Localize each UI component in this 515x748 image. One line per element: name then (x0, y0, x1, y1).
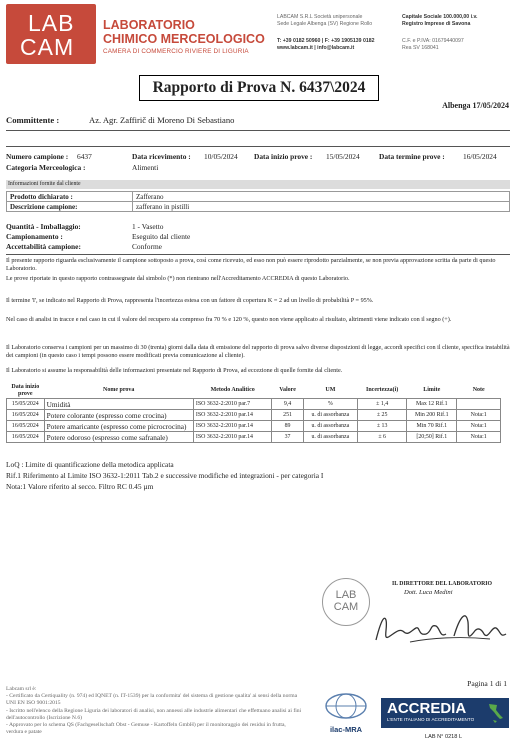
col-name: Nome prova (103, 387, 135, 394)
cell-date: 16/05/2024 (7, 421, 45, 432)
stamp-line-2: CAM (333, 601, 359, 613)
director-name: Dott. Luca Medini (404, 589, 453, 596)
company-line-1: LABCAM S.R.L Società unipersonale (277, 14, 363, 20)
client-label: Committente : (6, 115, 60, 125)
client-info-header: Informazioni fornite dal cliente (6, 180, 510, 189)
logo-line-1: LAB (28, 10, 75, 36)
capital-line-1: Capitale Sociale 100.000,00 i.v. (402, 14, 478, 20)
cell-value: 9,4 (272, 399, 303, 410)
cell-um: % (303, 399, 357, 410)
cell-date: 15/05/2024 (7, 399, 45, 410)
cert-2: - Iscritto nell'elenco della Regione Liguria dei laboratori di analisi, non annessi alle industrie alimentari che effettuano analisi ai fini dell'autocontrollo (Iscrizione N.6) (6, 707, 302, 721)
ilac-label: ilac-MRA (329, 725, 363, 734)
fiscal-line-1: C.F. e P.IVA: 01679440097 (402, 38, 464, 45)
received-label: Data ricevimento : (132, 152, 191, 161)
labcam-logo (6, 4, 96, 64)
ilac-globe-icon (322, 692, 370, 720)
lab-name-1: LABORATORIO (103, 18, 195, 32)
table-row (7, 399, 501, 410)
table-row (7, 410, 501, 421)
divider (6, 130, 510, 131)
col-uncertainty: Incertezza(i) (365, 387, 399, 394)
col-value: Valore (279, 387, 296, 394)
sampling-label: Campionamento : (6, 232, 63, 241)
client-info-label: Descrizione campione: (7, 202, 133, 212)
cell-limit: Min 70 Rif.1 (407, 421, 457, 432)
cell-value: 89 (272, 421, 303, 432)
cell-note: Nota:1 (457, 432, 501, 443)
disclaimer-3: Il termine 'I', se indicato nel Rapporto di Prova, rappresenta l'incertezza estesa con un fattore di copertura K = 2 ad un livello di probabilità P = 95%. (6, 297, 374, 304)
cert-heading: Labcam srl è: (6, 686, 37, 692)
lab-stamp (322, 578, 370, 626)
results-header-row (7, 383, 501, 399)
acceptability-value: Conforme (132, 242, 162, 251)
cell-name: Potere colorante (espresso come crocina) (44, 410, 193, 421)
table-row (7, 432, 501, 443)
disclaimer-2: Le prove riportate in questo rapporto contrassegnate dal simbolo (*) non rientrano nell'Accreditamento ACCREDIA di questo Laboratorio. (6, 275, 350, 282)
value-note: Nota:1 Valore riferito al secco. Filtro RC 0.45 µm (6, 482, 154, 491)
cell-method: ISO 3632-2:2010 par.14 (193, 410, 272, 421)
category-value: Alimenti (132, 163, 159, 172)
cell-um: u. di assorbanza (303, 421, 357, 432)
loq-note: LoQ : Limite di quantificazione della metodica applicata (6, 460, 174, 469)
cell-date: 16/05/2024 (7, 432, 45, 443)
accredia-sub: L'ENTE ITALIANO DI ACCREDITAMENTO (387, 717, 475, 722)
col-method: Metodo Analitico (210, 387, 255, 394)
client-info-row (7, 202, 510, 212)
acceptability-label: Accettabilità campione: (6, 242, 81, 251)
cell-name: Umidità (44, 399, 193, 410)
page-number: Pagina 1 di 1 (467, 679, 507, 688)
cert-3: - Approvato per lo schema QS (Fachgesellschaft Obst - Gemuse - Kartoffeln GmbH) per il monitoraggio dei residui in frutta, verdura e patate (6, 722, 286, 736)
accredia-lab-number: LAB N° 0218 L (425, 734, 463, 740)
disclaimer-1: Il presente rapporto riguarda esclusivamente il campione sottoposto a prova, così come ricevuto, ed esso non può essere riprodotto parzialmente, se non previa approvazione scritta da parte di questo Laboratorio. (6, 257, 496, 272)
divider (6, 254, 510, 255)
cell-note: Nota:1 (457, 410, 501, 421)
divider (6, 146, 510, 147)
quantity-value: 1 - Vasetto (132, 222, 164, 231)
end-value: 16/05/2024 (463, 152, 497, 161)
cell-uncertainty: ± 6 (358, 432, 407, 443)
director-title: IL DIRETTORE DEL LABORATORIO (392, 581, 493, 587)
fiscal-line-2: Rea SV 168041 (402, 44, 439, 51)
cell-limit: [20;50] Rif.1 (407, 432, 457, 443)
logo-line-2: CAM (20, 34, 75, 60)
company-info (277, 14, 407, 51)
disclaimer-4: Nel caso di analisi in tracce e nel caso in cui il valore del recupero sia compreso fra 70 % e 120 %, questo non viene applicato al risultato, altrimenti viene indicato con il segno (+). (6, 316, 452, 323)
start-label: Data inizio prove : (254, 152, 313, 161)
cell-method: ISO 3632-2:2010 par.14 (193, 421, 272, 432)
cell-date: 16/05/2024 (7, 410, 45, 421)
accredia-logo (381, 698, 509, 728)
col-date: Data inizio prove (11, 384, 40, 397)
disclaimer-6: Il Laboratorio si assume la responsabilità delle informazioni presentate nel Rapporto di Prova, ad eccezione di quelle fornite dal cliente. (6, 367, 343, 374)
disclaimer-5: Il Laboratorio conserva i campioni per un massimo di 30 (trenta) giorni dalla data di emissione del rapporto di prova salvo diverse disposizioni di legge, accordi specifici con il cliente, specifica instabilità dei campioni (in questo caso i tempi possono essere modificati previa comunicazione al cliente). (6, 344, 510, 359)
accredia-label: ACCREDIA (387, 700, 467, 717)
cert-1: - Certificato da Certiquality (n. 974) ed IQNET (n. IT-1539) per la conformita' del sistema di gestione qualita' ai sensi della norma UNI EN ISO 9001:2015 (6, 693, 298, 707)
ilac-logo (322, 692, 370, 732)
cell-um: u. di assorbanza (303, 432, 357, 443)
lab-tagline: CAMERA DI COMMERCIO RIVIERE DI LIGURIA (103, 48, 249, 55)
client-info-row (7, 192, 510, 202)
report-title: Rapporto di Prova N. 6437\2024 (139, 75, 379, 101)
end-label: Data termine prove : (379, 152, 445, 161)
place-date: Albenga 17/05/2024 (442, 101, 509, 110)
cell-value: 251 (272, 410, 303, 421)
capital-line-2: Registro Imprese di Savona (402, 20, 471, 27)
cell-method: ISO 3632-2:2010 par.14 (193, 432, 272, 443)
cell-note (457, 399, 501, 410)
client-value: Az. Agr. Zaffirič di Moreno Di Sebastiano (89, 115, 235, 125)
reference-note: Rif.1 Riferimento al Limite ISO 3632-1:2011 Tab.2 e successive modifiche ed integrazioni - per categoria I (6, 471, 324, 480)
certifications (6, 686, 304, 736)
cell-uncertainty: ± 13 (358, 421, 407, 432)
italy-map-icon (485, 702, 505, 724)
cell-name: Potere amaricante (espresso come picrocrocina) (44, 421, 193, 432)
col-limit: Limite (423, 387, 441, 394)
lab-name-2: CHIMICO MERCEOLOGICO (103, 32, 265, 46)
contacts-line-1: T: +39 0182 50960 | F: +39 1905139 0182 (277, 38, 375, 45)
sampling-value: Eseguito dal cliente (132, 232, 191, 241)
col-um: UM (325, 387, 336, 394)
cell-uncertainty: ± 25 (358, 410, 407, 421)
company-line-2: Sede Legale Albenga (SV) Regione Rollo (277, 20, 373, 27)
received-value: 10/05/2024 (204, 152, 238, 161)
category-label: Categoria Merceologica : (6, 163, 86, 172)
cell-uncertainty: ± 1,4 (358, 399, 407, 410)
cell-note: Nota:1 (457, 421, 501, 432)
cell-limit: Max 12 Rif.1 (407, 399, 457, 410)
client-info-table (6, 191, 510, 212)
sample-number-value: 6437 (77, 152, 92, 161)
cell-value: 37 (272, 432, 303, 443)
start-value: 15/05/2024 (326, 152, 360, 161)
quantity-label: Quantità - Imballaggio: (6, 222, 81, 231)
col-note: Note (472, 387, 485, 394)
registry-info (402, 14, 510, 51)
cell-method: ISO 3632-2:2010 par.7 (193, 399, 272, 410)
cell-um: u. di assorbanza (303, 410, 357, 421)
cell-limit: Min 200 Rif.1 (407, 410, 457, 421)
client-info-label: Prodotto dichiarato : (7, 192, 133, 202)
table-row (7, 421, 501, 432)
sample-number-label: Numero campione : (6, 152, 69, 161)
cell-name: Potere odoroso (espresso come safranale) (44, 432, 193, 443)
director-signature (370, 606, 510, 648)
client-info-value: zafferano in pistilli (133, 202, 510, 212)
contacts-line-2: www.labcam.it | info@labcam.it (277, 44, 355, 51)
stamp-line-1: LAB (335, 589, 357, 601)
results-table (6, 383, 501, 443)
client-info-value: Zafferano (133, 192, 510, 202)
